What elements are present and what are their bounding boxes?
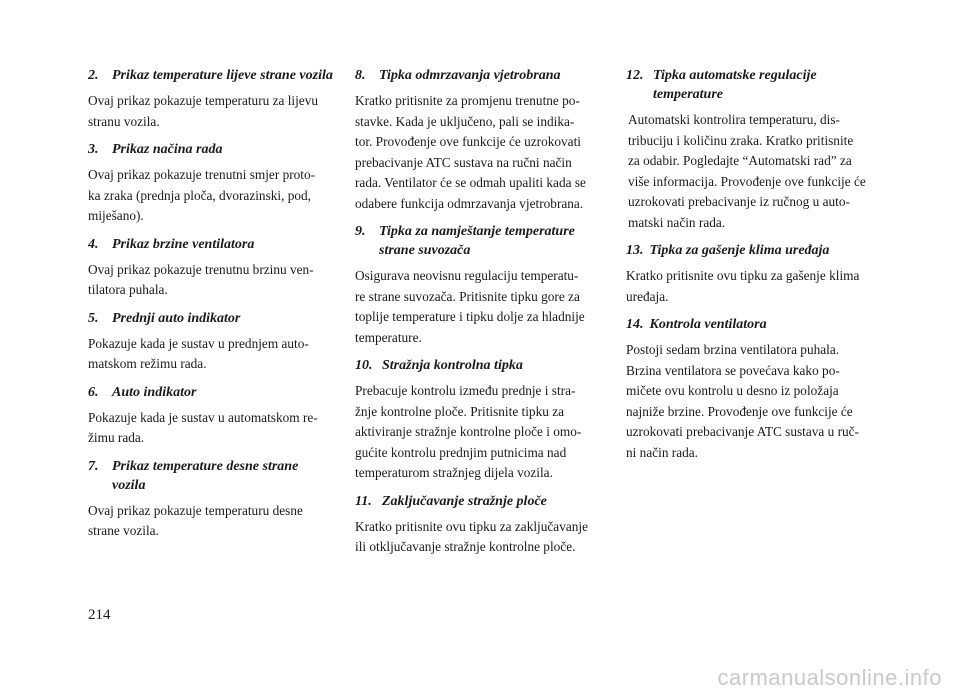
section-body: Pokazuje kada je sustav u automatskom re- žimu rada. [88,409,318,445]
section-5 [88,309,334,375]
section-number: 5. [88,310,99,326]
section-title: Prednji auto indikator [112,310,241,326]
section-heading [88,309,334,328]
column-middle [355,66,601,566]
section-heading [355,222,601,260]
section-heading [88,383,334,402]
section-title: Tipka za namještanje temperature strane suvozača [379,224,575,258]
section-title: Zaključavanje stražnje ploče [382,493,547,509]
section-11 [355,492,601,558]
section-number: 13. [626,243,644,258]
column-left [88,66,334,550]
section-heading [88,457,334,495]
section-body: Ovaj prikaz pokazuje trenutni smjer proto- ka zraka (prednja ploča, dvorazinski, pod, miješano). [88,167,316,223]
section-heading [88,235,334,254]
section-title: Tipka odmrzavanja vjetrobrana [379,68,561,83]
section-title: Prikaz temperature lijeve strane vozila [112,68,333,83]
section-3 [88,140,334,227]
section-number: 7. [88,458,99,474]
section-heading [626,66,868,104]
section-heading [355,356,601,375]
section-body: Ovaj prikaz pokazuje trenutnu brzinu ven- tilatora puhala. [88,261,314,297]
section-body: Automatski kontrolira temperaturu, dis- tribuciju i količinu zraka. Kratko pritisnite za odabir. Pogledajte “Automatski rad” za više informacija. Provođenje ove funkcije će uzrokovati prebacivanje iz ručnog u auto- matski način rada. [628,112,866,230]
section-title: Tipka za gašenje klima uređaja [649,243,830,258]
section-12 [626,66,868,233]
section-number: 9. [355,224,366,239]
section-number: 6. [88,384,99,400]
section-title: Tipka automatske regulacije temperature [653,68,817,102]
page-number: 214 [88,607,111,623]
section-title: Prikaz načina rada [112,142,223,157]
section-body: Osigurava neovisnu regulaciju temperatu- re strane suvozača. Pritisnite tipku gore za toplije temperature i tipku dolje za hladnije temperature. [355,268,585,345]
section-number: 11. [355,493,372,509]
section-body: Prebacuje kontrolu između prednje i stra- žnje kontrolne ploče. Pritisnite tipku za aktiviranje stražnje kontrolne ploče i omo- gućite kontrolu prednjim putnicima nad temperaturom stražnjeg dijela vozila. [355,383,582,480]
section-title: Stražnja kontrolna tipka [382,358,523,373]
section-number: 3. [88,142,99,157]
section-heading [355,66,601,85]
section-number: 8. [355,68,366,83]
section-heading [626,241,868,260]
section-number: 14. [626,317,644,332]
section-body: Kratko pritisnite ovu tipku za zaključavanje ili otključavanje stražnje kontrolne ploče. [355,518,588,554]
section-heading [88,140,334,159]
section-body: Pokazuje kada je sustav u prednjem auto- matskom režimu rada. [88,335,309,371]
section-9 [355,222,601,348]
section-body: Postoji sedam brzina ventilatora puhala. Brzina ventilatora se povećava kako po- mičete ovu kontrolu u desno iz položaja najniže brzine. Provođenje ove funkcije će uzrokovati prebacivanje ATC sustava u ruč- ni način rada. [626,342,859,460]
section-8 [355,66,601,214]
section-title: Auto indikator [112,384,197,400]
section-heading [626,315,868,334]
section-number: 10. [355,358,373,373]
section-heading [88,66,334,85]
section-2 [88,66,334,132]
section-body: Ovaj prikaz pokazuje temperaturu za lijevu stranu vozila. [88,93,319,129]
section-body: Kratko pritisnite ovu tipku za gašenje klima uređaja. [626,268,860,304]
section-number: 12. [626,68,644,83]
section-title: Kontrola ventilatora [649,317,767,332]
section-title: Prikaz temperature desne strane vozila [112,458,299,493]
section-heading [355,492,601,511]
section-title: Prikaz brzine ventilatora [112,236,255,252]
section-number: 2. [88,68,99,83]
watermark: carmanualsonline.info [717,665,942,690]
column-right [626,66,868,471]
section-number: 4. [88,236,99,252]
section-13 [626,241,868,307]
section-7 [88,457,334,542]
section-4 [88,235,334,301]
section-6 [88,383,334,449]
section-10 [355,356,601,484]
section-body: Ovaj prikaz pokazuje temperaturu desne strane vozila. [88,502,303,538]
section-body: Kratko pritisnite za promjenu trenutne po- stavke. Kada je uključeno, pali se indika- tor. Provođenje ove funkcije će uzrokovati prebacivanje ATC sustava na ručni način rada. Ventilator će se odmah upaliti kada se odabere funkcija odmrzavanja vjetrobrana. [355,93,586,211]
section-14 [626,315,868,463]
